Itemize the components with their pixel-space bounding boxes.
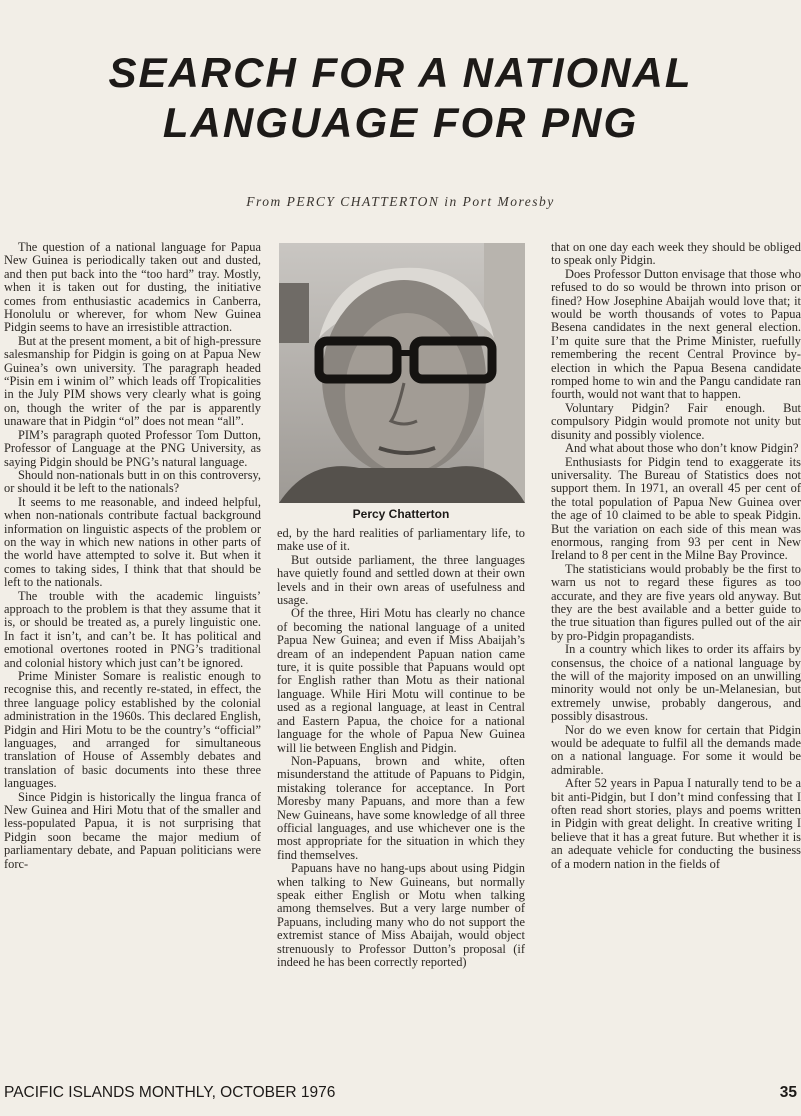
- photo-caption: Percy Chatterton: [352, 507, 450, 521]
- paragraph: After 52 years in Papua I naturally tend to be a bit anti-Pidgin, but I don’t mind confessing that I often read short stories, plays and poems written in Pidgin with great delight. In creative writing I believe that it has a great future. But whether it is an adequate vehicle for conducting the business of a modern nation in the fields of: [551, 776, 801, 871]
- publication-footer: PACIFIC ISLANDS MONTHLY, OCTOBER 1976: [4, 1084, 336, 1101]
- paragraph: that on one day each week they should be obliged to speak only Pidgin.: [551, 240, 801, 268]
- paragraph: Of the three, Hiri Motu has clearly no chance of becoming the national language of a united Papua New Guinea; and even if Miss Abaijah’s dream of an independent Papuan nation came ture, it is quite possible that Papuans would opt for English rather than Motu as their national language. While Hiri Motu will continue to be used as a regional language, at least in Central and Eastern Papua, the choice for a national language for the whole of Papua New Guinea will lie between English and Pidgin.: [277, 606, 525, 755]
- paragraph: Papuans have no hang-ups about using Pidgin when talking to New Guineans, but normally speak either English or Motu when talking among themselves. But a very large number of Papuans, including many who do not support the extremist stance of Miss Abaijah, would object strenuously to Professor Dutton’s proposal (if indeed he has been correctly reported): [277, 861, 525, 969]
- article-column-1: [4, 241, 261, 871]
- paragraph: Non-Papuans, brown and white, often misunderstand the attitude of Papuans to Pidgin, mistaking tolerance for acceptance. In Port Moresby many Papuans, and more than a few New Guineans, have some knowledge of all three official languages, and use whichever one is the most appropriate for the situation in which they find themselves.: [277, 753, 525, 862]
- paragraph: Should non-nationals butt in on this controversy, or should it be left to the nationals?: [4, 467, 261, 496]
- page-number: 35: [779, 1084, 797, 1101]
- paragraph: But outside parliament, the three languages have quietly found and settled down at their own levels and in their own areas of usefulness and usage.: [277, 552, 525, 608]
- article-column-3: [551, 241, 801, 871]
- paragraph: PIM’s paragraph quoted Professor Tom Dutton, Professor of Language at the PNG University, as saying Pidgin should be PNG’s natural language.: [4, 427, 261, 469]
- author-photo: [279, 243, 525, 503]
- paragraph: And what about those who don’t know Pidgin?: [565, 441, 799, 456]
- paragraph: Since Pidgin is historically the lingua franca of New Guinea and Hiri Motu that of the smaller and less-populated Papua, it is not surprising that Pidgin soon became the major medium of parliamentary debate, and Papuan politicians were forc-: [4, 789, 261, 871]
- paragraph: Voluntary Pidgin? Fair enough. But compulsory Pidgin would promote not unity but disunity and possibly violence.: [551, 400, 801, 442]
- headline: [0, 48, 801, 148]
- paragraph: The statisticians would probably be the first to warn us not to regard these figures as too accurate, and they are five years old anyway. But they are the best available and a better guide to the true situation than figures pulled out of the air by pro-Pidgin propagandists.: [551, 561, 801, 643]
- paragraph: But at the present moment, a bit of high-pressure salesmanship for Pidgin is going on at Papua New Guinea’s own university. The paragraph headed “Pisin em i winim ol” which leads off Tropicalities in the July PIM shows very clearly what is going on, though the writer of the par is apparently unaware that in Pidgin “ol” does not mean “all”.: [4, 333, 261, 429]
- portrait-image: [279, 243, 525, 503]
- paragraph: Nor do we even know for certain that Pidgin would be adequate to fulfil all the demands made on a national language. For some it would be admirable.: [551, 722, 801, 777]
- paragraph: The question of a national language for Papua New Guinea is periodically taken out and dusted, and then put back into the “too hard” tray. Mostly, when it is taken out for dusting, the initiative comes from enthusiastic academics in Canberra, Honolulu or wherever, for whom New Guinea Pidgin seems to have an irresistible attraction.: [4, 240, 261, 335]
- paragraph: Does Professor Dutton envisage that those who refused to do so would be thrown into prison or fined? How Josephine Abaijah would love that; it would be worth thousands of votes to Papua Besena candidates in the next general election. I’m quite sure that the Prime Minister, ruefully remembering the recent Central Province by-election in which the Papua Besena candidate romped home to win and the Pangu candidate ran fourth, would not want that to happen.: [551, 266, 801, 402]
- headline-line-2: LANGUAGE FOR PNG: [162, 99, 639, 146]
- paragraph: In a country which likes to order its affairs by consensus, the choice of a national language by the will of the majority imposed on an unwilling minority would not only be un-Melanesian, but extremely unwise, probably dangerous, and possibly disastrous.: [551, 642, 801, 724]
- headline-line-1: SEARCH FOR A NATIONAL: [108, 49, 693, 96]
- paragraph: Prime Minister Somare is realistic enough to recognise this, and recently re-stated, in effect, the three language policy established by the colonial administration in the 1960s. This declared English, Pidgin and Hiri Motu to be the country’s “official” languages, and arranged for simultaneous translation of House of Assembly debates and translation of basic documents into these three languages.: [4, 669, 261, 791]
- article-column-2: [277, 527, 525, 969]
- paragraph: The trouble with the academic linguists’ approach to the problem is that they assume that it is, or should be treated as, a purely linguistic one. In fact it isn’t, and can’t be. It has political and emotional overtones rooted in PNG’s traditional and colonial history which just can’t be ignored.: [4, 588, 261, 670]
- paragraph: It seems to me reasonable, and indeed helpful, when non-nationals contribute factual background information on linguistic aspects of the problem or on the way in which new nations in other parts of the world have attempted to solve it. But when it comes to taking sides, I think that that should be left to the nationals.: [4, 494, 261, 590]
- byline: From PERCY CHATTERTON in Port Moresby: [246, 194, 555, 209]
- paragraph: Enthusiasts for Pidgin tend to exaggerate its universality. The Bureau of Statistics does not support them. In 1971, an overall 45 per cent of the total population of Papua New Guinea over the age of 10 claimed to be able to speak Pidgin. But the variation on each side of this mean was enormous, ranging from 93 per cent in New Ireland to 8 per cent in the Milne Bay Province.: [551, 454, 801, 563]
- paragraph: ed, by the hard realities of parliamentary life, to make use of it.: [277, 526, 525, 554]
